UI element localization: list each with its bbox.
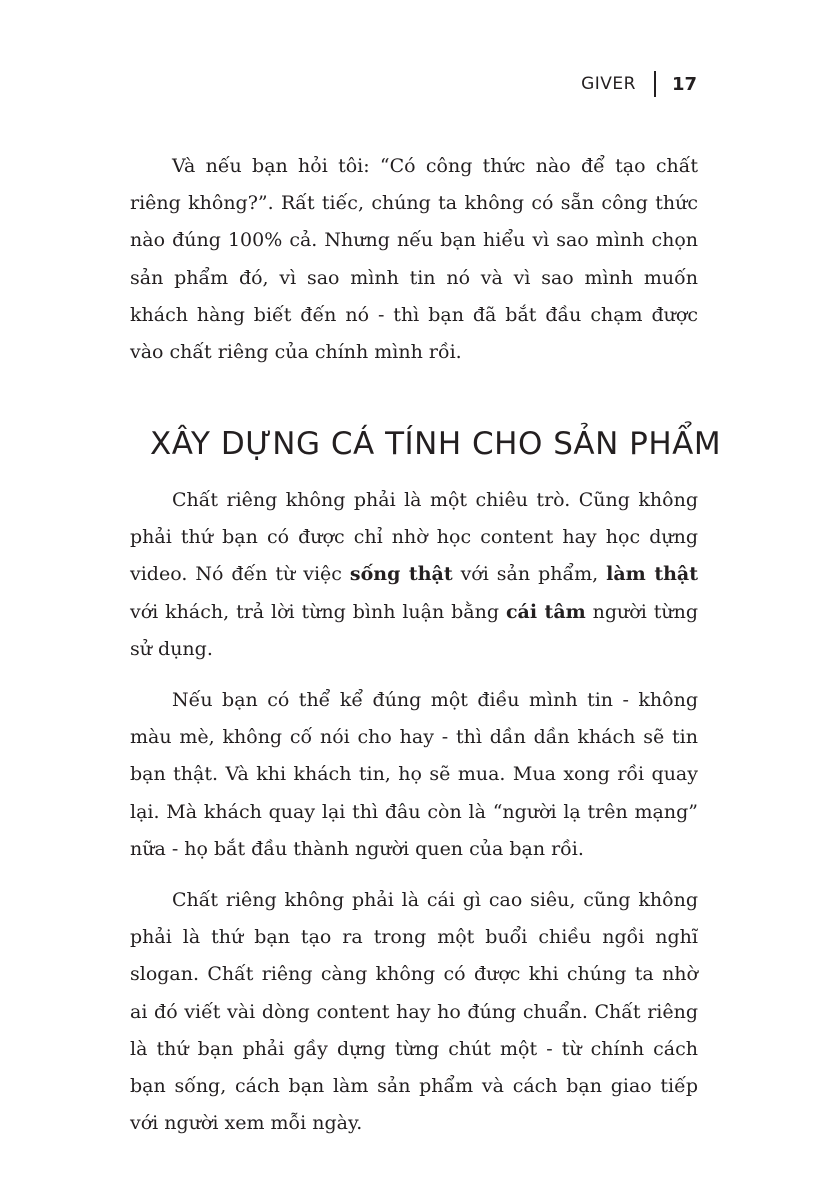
body-paragraph-2: Nếu bạn có thể kể đúng một điều mình tin - không màu mè, không cố nói cho hay - thì dần dần khách sẽ tin bạn thật. Và khi khách tin, họ sẽ mua. Mua xong rồi quay lại. Mà khách quay lại thì đâu còn là “người lạ trên mạng” nữa - họ bắt đầu thành người quen của bạn rồi.	[130, 689, 698, 860]
text-run: người từng sử dụng.	[130, 600, 698, 660]
text-run: Chất riêng không phải là một chiêu trò. Cũng không phải thứ bạn có được chỉ nhờ học content hay học dựng video. Nó đến từ việc	[130, 489, 698, 586]
running-header	[581, 70, 697, 98]
emphasis-cai-tam: cái tâm	[505, 600, 586, 623]
emphasis-song-that: sống thật	[349, 563, 453, 586]
text-run: với sản phẩm,	[452, 563, 607, 586]
text-run: với khách, trả lời từng bình luận bằng	[130, 600, 506, 623]
section-heading: XÂY DỰNG CÁ TÍNH CHO SẢN PHẨM	[150, 426, 722, 462]
page-number: 17	[671, 73, 697, 95]
book-title: GIVER	[581, 74, 636, 94]
intro-section	[130, 148, 698, 371]
header-divider	[654, 71, 656, 97]
intro-paragraph: Và nếu bạn hỏi tôi: “Có công thức nào để tạo chất riêng không?”. Rất tiếc, chúng ta không có sẵn công thức nào đúng 100% cả. Nhưng nếu bạn hiểu vì sao mình chọn sản phẩm đó, vì sao mình tin nó và vì sao mình muốn khách hàng biết đến nó - thì bạn đã bắt đầu chạm được vào chất riêng của chính mình rồi.	[130, 155, 698, 364]
section-body	[130, 482, 698, 1142]
body-paragraph-3: Chất riêng không phải là cái gì cao siêu, cũng không phải là thứ bạn tạo ra trong một buổi chiều ngồi nghĩ slogan. Chất riêng càng không có được khi chúng ta nhờ ai đó viết vài dòng content hay ho đúng chuẩn. Chất riêng là thứ bạn phải gầy dựng từng chút một - từ chính cách bạn sống, cách bạn làm sản phẩm và cách bạn giao tiếp với người xem mỗi ngày.	[130, 889, 698, 1135]
emphasis-lam-that: làm thật	[606, 563, 698, 586]
body-paragraph-1	[130, 482, 698, 668]
